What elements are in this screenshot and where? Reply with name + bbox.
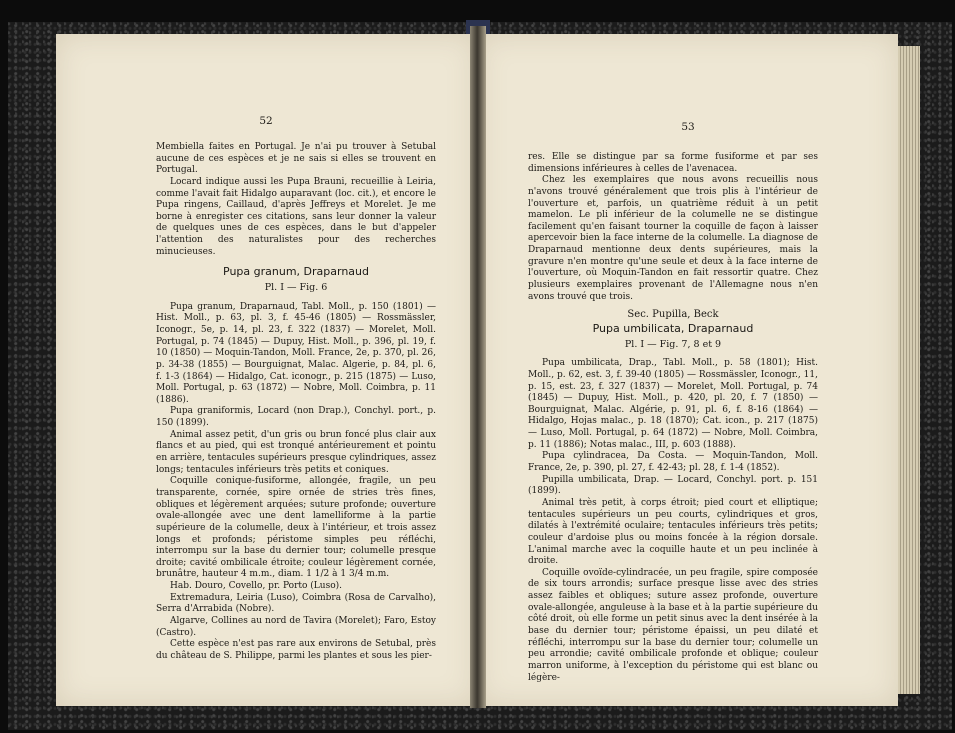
paragraph: Animal assez petit, d'un gris ou brun foncé plus clair aux flancs et au pied, qui est tronqué antérieurement et pointu en arrière, tentacules supérieurs presque cylindriques, assez longs; tentacules inférieurs très petits et coniques.	[156, 429, 436, 475]
page-number: 53	[681, 121, 695, 133]
paragraph: Animal très petit, à corps étroit; pied court et elliptique; tentacules supérieurs un peu courts, cylindriques et gros, dilatés à l'extrémité oculaire; tentacules inférieurs très petits; couleur d'ardoise plus ou moins foncée à la région dorsale. L'animal marche avec la coquille haute et un peu inclinée à droite.	[528, 497, 818, 567]
section-title: Pupa umbilicata, Draparnaud	[592, 321, 754, 335]
paragraph: res. Elle se distingue par sa forme fusiforme et par ses dimensions inférieures à celles de l'avenacea.	[528, 152, 818, 174]
paragraph: Coquille conique-fusiforme, allongée, fragile, un peu transparente, cornée, spire ornée de stries très fines, obliques et légèrement arquées; suture profonde; ouverture ovale-allongée avec une dent lamelliforme à la partie supérieure de la columelle, deux à l'intérieur, et trois assez longs et profonds; péristome simples peu réfléchi, interrompu sur la base du dernier tour; columelle presque droite; cavité ombilicale étroite; couleur légèrement cornée, brunâtre, hauteur 4 m.m., diam. 1 1/2 à 1 3/4 m.m.	[156, 476, 436, 580]
paragraph: Extremadura, Leiria (Luso), Coimbra (Rosa de Carvalho), Serra d'Arrabida (Nobre).	[156, 592, 436, 615]
section-title: Pupa granum, Draparnaud	[223, 265, 369, 279]
book-gutter	[470, 26, 486, 708]
paragraph: Chez les exemplaires que nous avons recueillis nous n'avons trouvé généralement que trois plis à l'intérieur de l'ouverture et, parfois, un quatrième réduit à un petit mamelon. Le pli inférieur de la columelle ne se distingue facilement qu'en faisant tourner la coquille de façon à laisser apercevoir bien la face interne de la columelle. La diagnose de Draparnaud mentionne deux dents supérieures, mais la gravure n'en montre qu'une seule et deux à la face interne de l'ouverture, où Moquin-Tandon en fait ressortir quatre. Chez plusieurs exemplaires provenant de l'Allemagne nous n'en avons trouvé que trois.	[528, 175, 818, 302]
paragraph: Coquille ovoïde-cylindracée, un peu fragile, spire composée de six tours arrondis; surface presque lisse avec des stries assez faibles et obliques; suture assez profonde, ouverture ovale-allongée, anguleuse à la base et à la partie supérieure du côté droit, où elle forme un petit sinus avec la dent insérée à la base du dernier tour; péristome épaissi, un peu dilaté et réfléchi, interrompu sur la base du dernier tour; columelle un peu arrondie; cavité ombilicale profonde et oblique; couleur marron uniforme, à l'exception du péristome qui est blanc ou légère-	[528, 567, 818, 683]
reference: Pupa granum, Draparnaud, Tabl. Moll., p. 150 (1801) — Hist. Moll., p. 63, pl. 3, f. 45-46 (1805) — Rossmässler, Iconogr., 5e, p. 14, pl. 23, f. 322 (1837) — Morelet, Moll. Portugal, p. 74 (1845) — Dupuy, Hist. Moll., p. 396, pl. 19, f. 10 (1850) — Moquin-Tandon, Moll. France, 2e, p. 370, pl. 26, p. 34-38 (1855) — Bourguignat, Malac. Algerie, p. 84, pl. 6, f. 1-3 (1864) — Hidalgo, Cat. iconogr., p. 215 (1875) — Luso, Moll. Portugal, p. 63 (1872) — Nobre, Moll. Coimbra, p. 11 (1886).	[156, 301, 436, 405]
reference: Pupa cylindracea, Da Costa. — Moquin-Tandon, Moll. France, 2e, p. 390, pl. 27, f. 42-43; pl. 28, f. 1-4 (1852).	[528, 451, 818, 474]
reference: Pupilla umbilicata, Drap. — Locard, Conchyl. port. p. 151 (1899).	[528, 474, 818, 497]
subsection-heading: Sec. Pupilla, Beck	[627, 309, 719, 321]
paragraph: Hab. Douro, Covello, pr. Porto (Luso).	[170, 581, 342, 592]
paragraph: Membiella faites en Portugal. Je n'ai pu trouver à Setubal aucune de ces espèces et je ne sais si elles se trouvent en Portugal.	[156, 142, 436, 176]
paragraph: Algarve, Collines au nord de Tavira (Morelet); Faro, Estoy (Castro).	[156, 615, 436, 638]
section-subtitle: Pl. I — Fig. 6	[264, 282, 328, 294]
page-number: 52	[259, 115, 273, 127]
reference: Pupa umbilicata, Drap., Tabl. Moll., p. 58 (1801); Hist. Moll., p. 62, est. 3, f. 39-40 (1805) — Rossmässler, Iconogr., 11, p. 15, est. 23, f. 327 (1837) — Morelet, Moll. Portugal, p. 74 (1845) — Dupuy, Hist. Moll., p. 420, pl. 20, f. 7 (1850) — Bourguignat, Malac. Algérie, p. 91, pl. 6, f. 8-16 (1864) — Hidalgo, Hojas malac., p. 18 (1870); Cat. icon., p. 217 (1875) — Luso, Moll. Portugal, p. 64 (1872) — Nobre, Moll. Coimbra, p. 11 (1886); Notas malac., III, p. 603 (1888).	[528, 358, 818, 450]
right-column	[528, 152, 818, 684]
paragraph: Locard indique aussi les Pupa Brauni, recueillie à Leiria, comme l'avait fait Hidalgo auparavant (loc. cit.), et encore le Pupa ringens, Caillaud, d'après Jeffreys et Morelet. Je me borne à enregister ces citations, sans leur donner la valeur de quelques unes de ces espèces, dans le but d'appeler l'attention des naturalistes pour des recherches minucieuses.	[156, 176, 436, 257]
reference: Pupa graniformis, Locard (non Drap.), Conchyl. port., p. 150 (1899).	[156, 406, 436, 429]
section-subtitle: Pl. I — Fig. 7, 8 et 9	[624, 338, 722, 350]
left-column	[156, 142, 436, 663]
left-page	[56, 34, 476, 706]
paragraph: Cette espèce n'est pas rare aux environs de Setubal, près du château de S. Philippe, parmi les plantes et sous les pier-	[156, 639, 436, 661]
page-edges	[898, 46, 920, 694]
right-page	[478, 34, 898, 706]
